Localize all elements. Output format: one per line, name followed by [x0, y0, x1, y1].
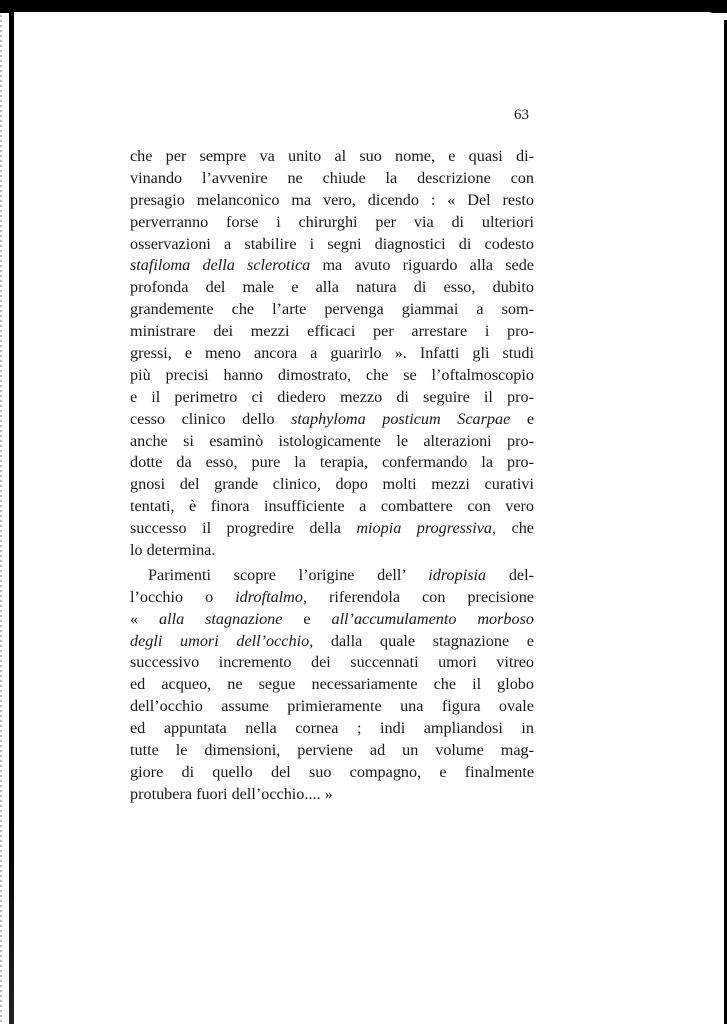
text-segment: vinando l’avvenire ne chiude la descrizione con [130, 168, 534, 187]
text-segment: l’occhio o [130, 587, 236, 606]
text-segment: cesso clinico dello [130, 409, 292, 428]
italic-text: alla stagnazione [159, 609, 283, 628]
text-line [130, 762, 534, 784]
text-line [130, 540, 534, 562]
text-line [130, 587, 534, 609]
text-segment: ministrare dei mezzi efficaci per arrestare i pro- [130, 322, 534, 341]
text-segment: giore di quello del suo compagno, e finalmente [130, 762, 534, 781]
text-segment: ed acqueo, ne segue necessariamente che il globo [130, 675, 534, 694]
text-segment: , che [492, 519, 534, 538]
italic-text: miopia progressiva [356, 519, 493, 538]
text-line [130, 255, 534, 277]
text-segment: lo determina. [130, 541, 216, 560]
text-line [130, 565, 534, 587]
text-line [130, 696, 534, 718]
text-segment: , riferendola con precisione [302, 587, 534, 606]
text-line [130, 168, 534, 190]
text-segment: , dalla quale stagnazione e [309, 631, 534, 650]
text-line [130, 496, 534, 518]
text-segment: gressi, e meno ancora a guarirlo ». Infatti gli studi [130, 344, 534, 363]
text-segment: protubera fuori dell’occhio.... » [130, 784, 333, 803]
text-segment: profonda del male e alla natura di esso, dubito [130, 278, 534, 297]
text-line [130, 234, 534, 256]
text-segment: che per sempre va unito al suo nome, e quasi di- [130, 147, 534, 165]
text-line [130, 674, 534, 696]
italic-text: stafiloma della sclerotica [130, 256, 311, 275]
text-line [130, 740, 534, 762]
text-segment: anche si esaminò istologicamente le alterazioni pro- [130, 431, 534, 450]
text-segment: ed appuntata nella cornea ; indi ampliandosi in [130, 719, 534, 738]
text-line [130, 321, 534, 343]
text-line [130, 609, 534, 631]
text-line [130, 277, 534, 299]
text-segment: tentati, è finora insufficiente a combattere con vero [130, 497, 534, 516]
text-line [130, 431, 534, 453]
page-number: 63 [514, 107, 529, 123]
text-segment: ma avuto riguardo alla sede [310, 256, 534, 275]
scan-edge-artifact [0, 0, 2, 1024]
italic-text: staphyloma posticum Scarpae [291, 409, 511, 428]
text-segment: e il perimetro ci diedero mezzo di seguire il pro- [130, 387, 534, 406]
text-line [130, 343, 534, 365]
text-segment: più precisi hanno dimostrato, che se l’oftalmoscopio [130, 365, 534, 384]
italic-text: idroftalmo [235, 587, 303, 606]
text-line [130, 631, 534, 653]
text-segment: perverranno forse i chirurghi per via di ulteriori [130, 212, 534, 231]
text-segment: presagio melanconico ma vero, dicendo : « Del resto [130, 190, 534, 209]
text-line [130, 452, 534, 474]
text-line [130, 652, 534, 674]
text-segment: successo il progredire della [130, 519, 357, 538]
text-line [130, 518, 534, 540]
text-line [130, 474, 534, 496]
text-line [130, 784, 534, 806]
text-segment: osservazioni a stabilire i segni diagnostici di codesto [130, 234, 534, 253]
text-line [130, 146, 534, 168]
italic-text: all’accumulamento morboso [331, 609, 535, 628]
text-segment: gnosi del grande clinico, dopo molti mezzi curativi [130, 475, 534, 494]
text-line [130, 365, 534, 387]
text-segment: successivo incremento dei succennati umori vitreo [130, 653, 534, 672]
text-line [130, 190, 534, 212]
page-gutter-shadow [9, 12, 14, 1024]
text-line [130, 409, 534, 431]
text-line [130, 212, 534, 234]
text-segment: grandemente che l’arte pervenga giammai a som- [130, 300, 534, 319]
italic-text: degli umori dell’occhio [130, 631, 310, 650]
text-segment: Parimenti scopre l’origine dell’ [148, 565, 429, 584]
text-line [130, 387, 534, 409]
text-segment: dell’occhio assume primieramente una figura ovale [130, 697, 534, 716]
text-segment: e [282, 609, 332, 628]
text-segment: dotte da esso, pure la terapia, confermando la pro- [130, 453, 534, 472]
body-text [130, 146, 534, 806]
text-segment: tutte le dimensioni, perviene ad un volume mag- [130, 741, 534, 760]
text-segment: e [510, 409, 534, 428]
text-segment: « [130, 609, 160, 628]
text-line [130, 299, 534, 321]
text-segment: del- [486, 565, 535, 584]
italic-text: idropisia [428, 565, 487, 584]
text-line [130, 718, 534, 740]
